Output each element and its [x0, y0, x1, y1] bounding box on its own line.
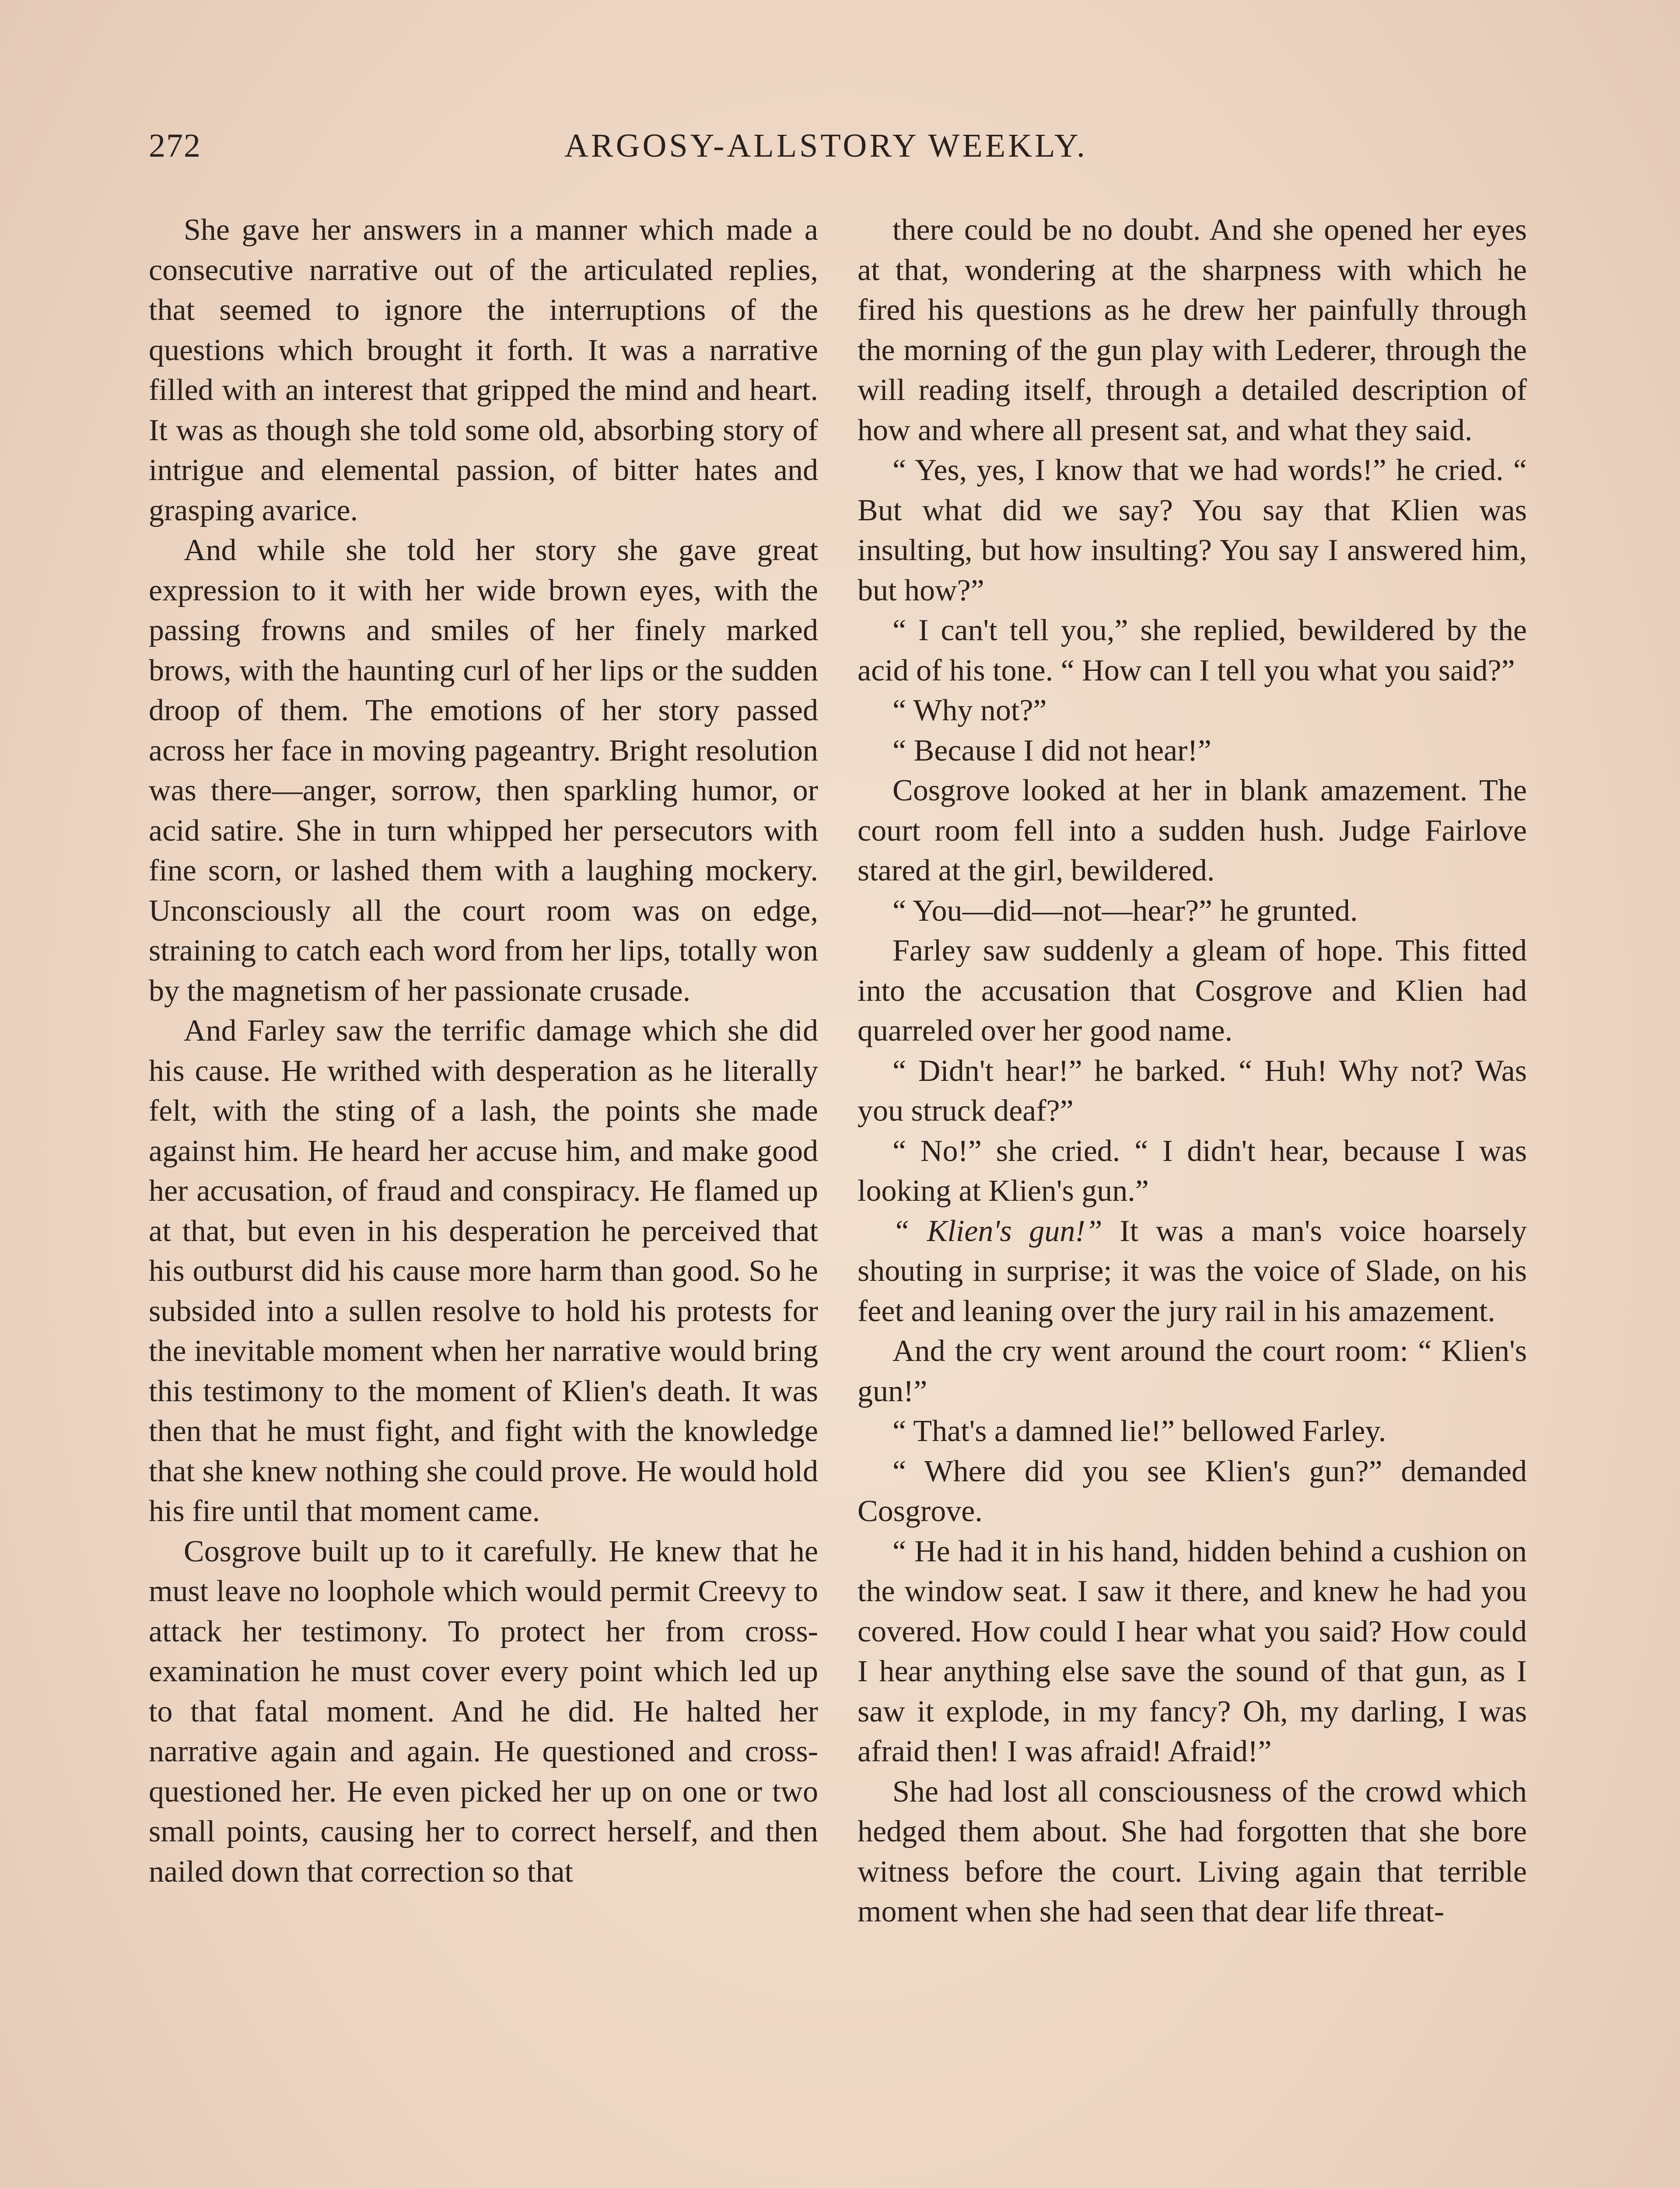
page-header [149, 127, 1566, 179]
paragraph: And the cry went around the court room: “ Klien's gun!” [858, 1334, 1527, 1408]
paragraph: And Farley saw the terrific damage which she did his cause. He writhed with desperation as he literally felt, with the sting of a lash, the points she made against him. He heard her accuse him, and make good her accusation, of fraud and conspiracy. He flamed up at that, but even in his desperation he perceived that his outburst did his cause more harm than good. So he subsided into a sullen resolve to hold his protests for the inevitable moment when her narrative would bring this testimony to the moment of Klien's death. It was then that he must fight, and fight with the knowledge that she knew nothing she could prove. He would hold his fire until that moment came. [149, 1014, 818, 1528]
paragraph: “ No!” she cried. “ I didn't hear, because I was looking at Klien's gun.” [858, 1134, 1527, 1208]
paragraph: “ Because I did not hear!” [892, 733, 1211, 768]
paragraph: there could be no doubt. And she opened her eyes at that, wondering at the sharpness with which he fired his questions as he drew her painfully through the morning of the gun play with Lederer, through the will reading itself, through a detailed description of how and where all present sat, and what they said. [858, 213, 1527, 447]
running-title: ARGOSY-ALLSTORY WEEKLY. [564, 127, 1088, 164]
paragraph: “ Yes, yes, I know that we had words!” he cried. “ But what did we say? You say that Klien was insulting, but how insulting? You say I answered him, but how?” [858, 453, 1527, 607]
paragraph: “ He had it in his hand, hidden behind a cushion on the window seat. I saw it there, and knew he had you covered. How could I hear what you said? How could I hear anything else save the sound of that gun, as I saw it explode, in my fancy? Oh, my darling, I was afraid then! I was afraid! Afraid!” [858, 1534, 1527, 1768]
italic-exclamation: “ Klien's gun!” [892, 1214, 1102, 1248]
paragraph: Cosgrove built up to it carefully. He knew that he must leave no loophole which would permit Creevy to attack her testimony. To protect her from cross-examination he must cover every point which led up to that fatal moment. And he did. He halted her narrative again and again. He questioned and cross-questioned her. He even picked her up on one or two small points, causing her to correct herself, and then nailed down that correction so that [149, 1534, 818, 1889]
paragraph: “ I can't tell you,” she replied, bewildered by the acid of his tone. “ How can I tell you what you said?” [858, 614, 1527, 687]
paragraph: She gave her answers in a manner which made a consecutive narrative out of the articulated replies, that seemed to ignore the interruptions of the questions which brought it forth. It was a narrative filled with an interest that gripped the mind and heart. It was as though she told some old, absorbing story of intrigue and elemental passion, of bitter hates and grasping avarice. [149, 213, 818, 527]
paragraph: And while she told her story she gave great expression to it with her wide brown eyes, with the passing frowns and smiles of her finely marked brows, with the haunting curl of her lips or the sudden droop of them. The emotions of her story passed across her face in moving pageantry. Bright resolution was there—anger, sorrow, then sparkling humor, or acid satire. She in turn whipped her persecutors with fine scorn, or lashed them with a laughing mockery. Unconsciously all the court room was on edge, straining to catch each word from her lips, totally won by the magnetism of her passionate crusade. [149, 533, 818, 1008]
paragraph [858, 1211, 1527, 1332]
paragraph: “ Why not?” [892, 694, 1047, 727]
paragraph: Cosgrove looked at her in blank amazement. The court room fell into a sudden hush. Judge Fairlove stared at the girl, bewildered. [858, 774, 1527, 887]
right-text-column [858, 210, 1527, 2188]
paragraph-text: It was a man's voice hoarsely shouting in surprise; it was the voice of Slade, on his feet and leaning over the jury rail in his amazement. [858, 1214, 1527, 1328]
paragraph: “ Where did you see Klien's gun?” demanded Cosgrove. [858, 1454, 1527, 1528]
paragraph: Farley saw suddenly a gleam of hope. This fitted into the accusation that Cosgrove and Klien had quarreled over her good name. [858, 934, 1527, 1048]
paragraph: “ That's a damned lie!” bellowed Farley. [892, 1414, 1386, 1448]
paragraph: “ Didn't hear!” he barked. “ Huh! Why not? Was you struck deaf?” [858, 1054, 1527, 1128]
paragraph: “ You—did—not—hear?” he grunted. [892, 894, 1358, 928]
paragraph: She had lost all consciousness of the crowd which hedged them about. She had forgotten that she bore witness before the court. Living again that terrible moment when she had seen that dear life threat- [858, 1774, 1527, 1929]
left-text-column [149, 210, 818, 2188]
page-number: 272 [149, 127, 201, 164]
